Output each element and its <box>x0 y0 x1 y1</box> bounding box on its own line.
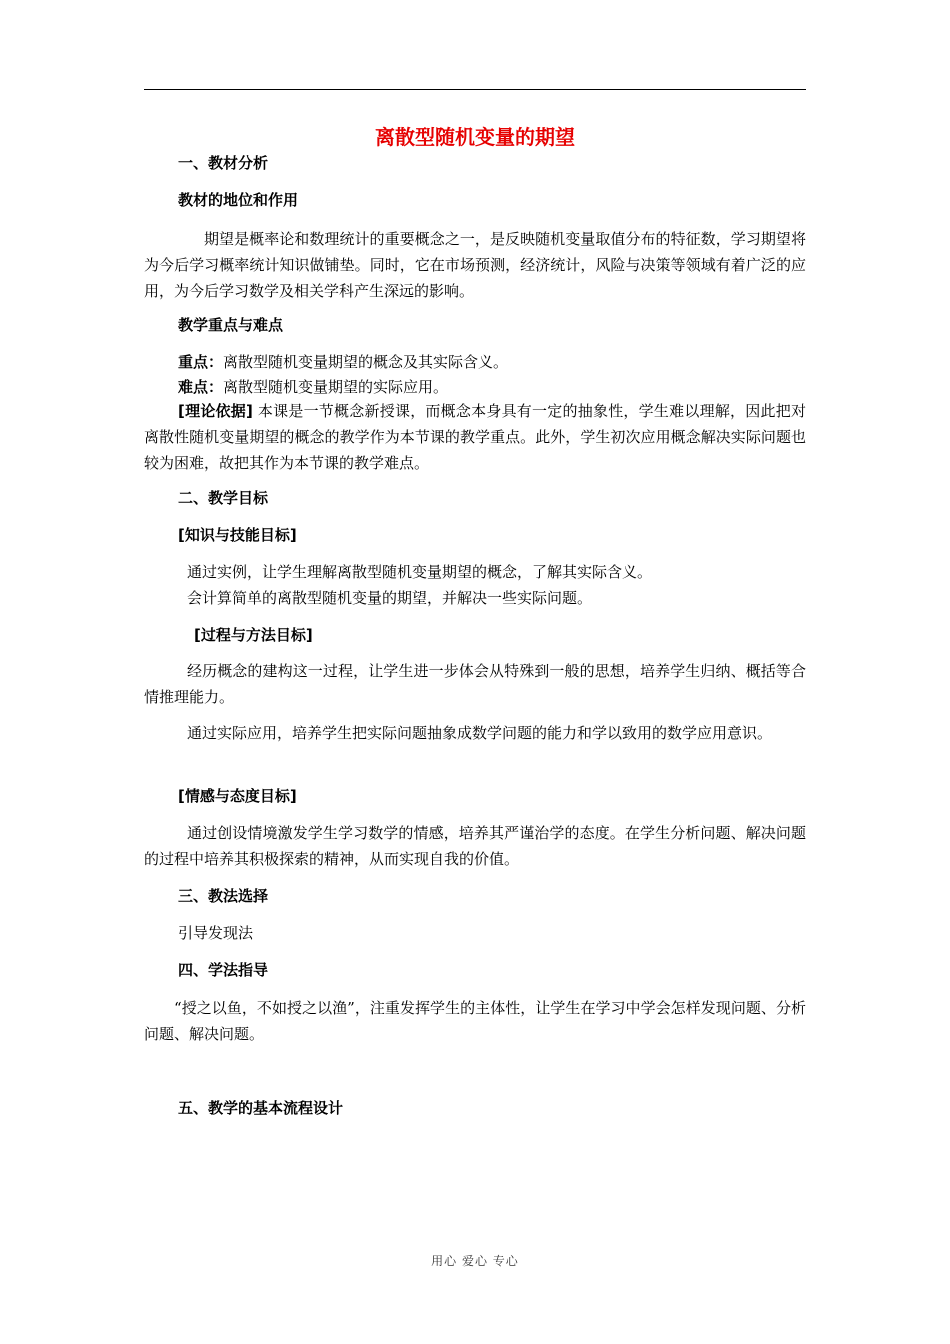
section-2-heading: 二、教学目标 <box>178 489 269 507</box>
difficult-point-line <box>178 377 448 397</box>
learning-guide-paragraph: “授之以鱼，不如授之以渔”，注重发挥学生的主体性，让学生在学习中学会怎样发现问题、分析问题、解决问题。 <box>144 999 806 1043</box>
section-5-heading: 五、教学的基本流程设计 <box>178 1099 344 1117</box>
key-point-line <box>178 352 508 372</box>
theory-text: 本课是一节概念新授课，而概念本身具有一定的抽象性，学生难以理解，因此把对离散性随机变量期望的概念的教学作为本节课的教学重点。此外，学生初次应用概念解决实际问题也较为困难，故把其作为本节课的教学难点。 <box>144 402 806 472</box>
process-method-heading: [过程与方法目标] <box>194 626 313 644</box>
section-4-heading: 四、学法指导 <box>178 961 269 979</box>
knowledge-line-1: 通过实例，让学生理解离散型随机变量期望的概念，了解其实际含义。 <box>187 563 653 581</box>
theory-label: [理论依据] <box>178 402 253 420</box>
document-title: 离散型随机变量的期望 <box>375 125 575 149</box>
page-footer: 用心 爱心 专心 <box>431 1254 519 1268</box>
section-1-heading: 一、教材分析 <box>178 154 269 172</box>
key-point-label: 重点： <box>178 353 224 371</box>
key-point-text: 离散型随机变量期望的概念及其实际含义。 <box>223 353 509 371</box>
section-3-heading: 三、教法选择 <box>178 887 269 905</box>
teaching-method-text: 引导发现法 <box>178 924 254 942</box>
subheading-key-difficult: 教学重点与难点 <box>178 316 284 334</box>
emotion-attitude-heading: [情感与态度目标] <box>178 787 297 805</box>
subheading-position-role: 教材的地位和作用 <box>178 191 299 209</box>
theory-paragraph <box>144 398 806 476</box>
paragraph-position-role: 期望是概率论和数理统计的重要概念之一，是反映随机变量取值分布的特征数，学习期望将为今后学习概率统计知识做铺垫。同时，它在市场预测，经济统计，风险与决策等领域有着广泛的应用，为今后学习数学及相关学科产生深远的影响。 <box>144 230 806 300</box>
knowledge-skill-heading: [知识与技能目标] <box>178 526 297 544</box>
process-paragraph-2: 通过实际应用，培养学生把实际问题抽象成数学问题的能力和学以致用的数学应用意识。 <box>187 724 773 742</box>
difficult-point-text: 离散型随机变量期望的实际应用。 <box>223 378 449 396</box>
emotion-paragraph: 通过创设情境激发学生学习数学的情感，培养其严谨治学的态度。在学生分析问题、解决问题的过程中培养其积极探索的精神，从而实现自我的价值。 <box>144 824 806 868</box>
header-rule <box>144 89 806 90</box>
knowledge-line-2: 会计算简单的离散型随机变量的期望，并解决一些实际问题。 <box>187 589 593 607</box>
difficult-point-label: 难点： <box>178 378 224 396</box>
process-paragraph-1: 经历概念的建构这一过程，让学生进一步体会从特殊到一般的思想，培养学生归纳、概括等合情推理能力。 <box>144 662 806 706</box>
